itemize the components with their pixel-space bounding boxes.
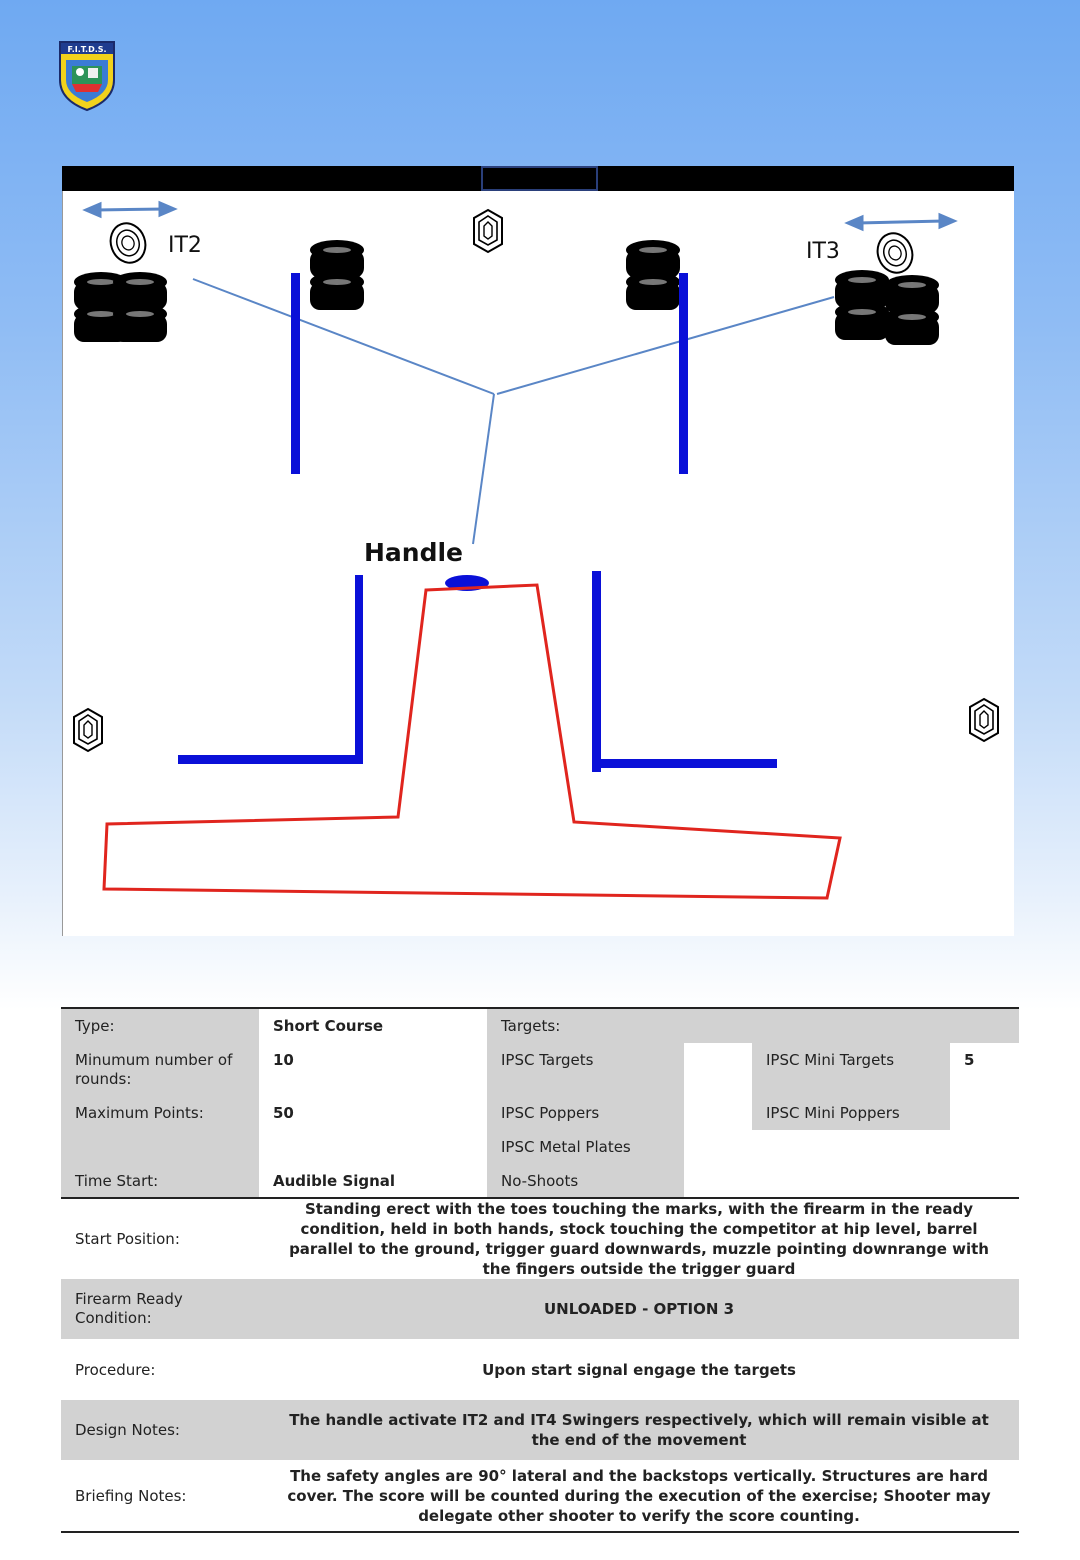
swinger-target-it3 <box>872 228 918 277</box>
label-it2: IT2 <box>168 233 202 258</box>
row-min-rounds <box>61 1043 1019 1096</box>
logo-text: F.I.T.D.S. <box>67 45 107 54</box>
row-procedure <box>61 1339 1019 1400</box>
type-label: Type: <box>61 1008 259 1043</box>
briefing-notes-label: Briefing Notes: <box>61 1460 259 1532</box>
procedure-value: Upon start signal engage the targets <box>259 1339 1019 1400</box>
row-start-position <box>61 1198 1019 1279</box>
firearm-ready-value: UNLOADED - OPTION 3 <box>259 1279 1019 1339</box>
tire-stack-center-right <box>626 240 680 310</box>
tire-stack-left <box>74 272 167 342</box>
row-type <box>61 1008 1019 1043</box>
fitds-logo <box>58 40 116 112</box>
min-rounds-value: 10 <box>259 1043 487 1096</box>
paper-target-top <box>474 210 502 252</box>
row-time-start <box>61 1164 1019 1198</box>
no-shoots-label: No-Shoots <box>487 1164 684 1198</box>
ipsc-targets-label: IPSC Targets <box>487 1043 684 1096</box>
blank-label <box>61 1130 259 1164</box>
row-design-notes <box>61 1400 1019 1460</box>
row-firearm-ready <box>61 1279 1019 1339</box>
min-rounds-label: Minumum number of rounds: <box>61 1043 259 1096</box>
time-start-value: Audible Signal <box>259 1164 487 1198</box>
start-position-value: Standing erect with the toes touching the marks, with the firearm in the ready condition, held in both hands, stock touching the competitor at hip level, barrel parallel to the ground, trigger guard downwards, muzzle pointing downrange with the fingers outside the trigger guard <box>259 1198 1019 1279</box>
ipsc-targets-value <box>684 1043 752 1096</box>
stage-briefing <box>61 1007 1019 1533</box>
ipsc-metal-plates-label: IPSC Metal Plates <box>487 1130 684 1164</box>
stage-diagram <box>62 166 1014 936</box>
ipsc-poppers-value <box>684 1096 752 1130</box>
start-position-label: Start Position: <box>61 1198 259 1279</box>
tire-stack-right <box>835 270 939 345</box>
row-briefing-notes <box>61 1460 1019 1532</box>
row-max-points <box>61 1096 1019 1130</box>
briefing-table <box>61 1007 1019 1533</box>
walls <box>178 273 777 772</box>
paper-target-right <box>970 699 998 741</box>
label-handle: Handle <box>364 538 464 567</box>
no-shoots-value <box>684 1164 1019 1198</box>
row-metal-plates <box>61 1130 1019 1164</box>
shooting-area <box>104 585 840 898</box>
design-notes-value: The handle activate IT2 and IT4 Swingers respectively, which will remain visible at the end of the movement <box>259 1400 1019 1460</box>
swinger-target-it2 <box>105 218 151 267</box>
max-points-label: Maximum Points: <box>61 1096 259 1130</box>
label-it3: IT3 <box>806 239 840 264</box>
design-notes-label: Design Notes: <box>61 1400 259 1460</box>
targets-label: Targets: <box>487 1008 1019 1043</box>
handle-cables <box>193 279 834 544</box>
ipsc-mini-targets-value: 5 <box>950 1043 1019 1096</box>
swing-arrow-left <box>86 203 174 216</box>
ipsc-mini-targets-label: IPSC Mini Targets <box>752 1043 950 1096</box>
paper-target-left <box>74 709 102 751</box>
blank-value <box>259 1130 487 1164</box>
procedure-label: Procedure: <box>61 1339 259 1400</box>
time-start-label: Time Start: <box>61 1164 259 1198</box>
firearm-ready-label: Firearm Ready Condition: <box>61 1279 259 1339</box>
max-points-value: 50 <box>259 1096 487 1130</box>
tire-stack-center-left <box>310 240 364 310</box>
stage-diagram-svg <box>62 166 1014 936</box>
ipsc-poppers-label: IPSC Poppers <box>487 1096 684 1130</box>
type-value: Short Course <box>259 1008 487 1043</box>
ipsc-metal-plates-value <box>684 1130 1019 1164</box>
swing-arrow-right <box>848 215 954 229</box>
briefing-notes-value: The safety angles are 90° lateral and the backstops vertically. Structures are hard cover. The score will be counted during the execution of the exercise; Shooter may delegate other shooter to verify the score counting. <box>259 1460 1019 1532</box>
backstop-box <box>482 167 597 190</box>
ipsc-mini-poppers-label: IPSC Mini Poppers <box>752 1096 950 1130</box>
ipsc-mini-poppers-value <box>950 1096 1019 1130</box>
